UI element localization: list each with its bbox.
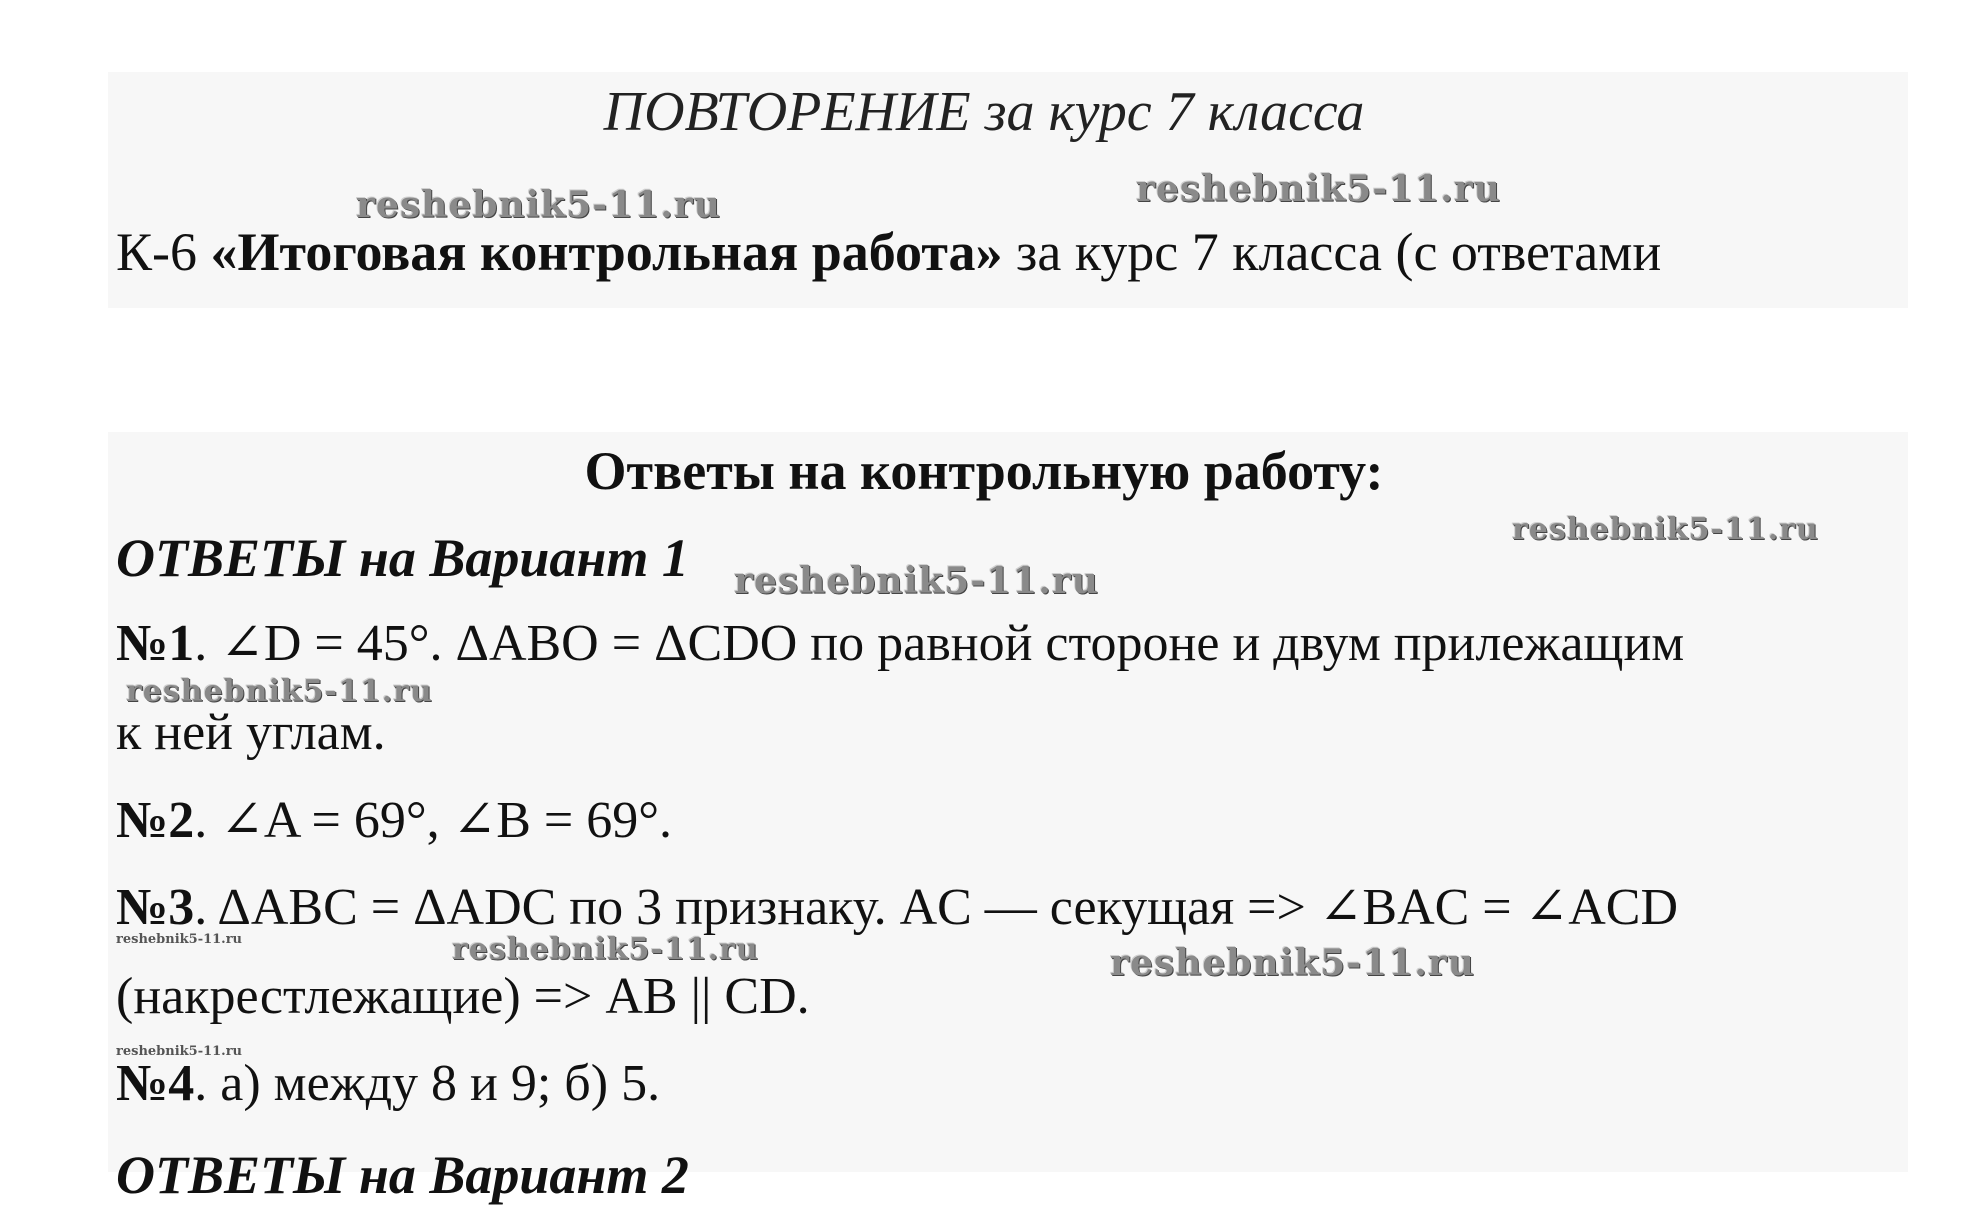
answer-number: №1 [116, 615, 195, 672]
heading-prefix: К-6 [116, 222, 211, 282]
heading-suffix: за курс 7 класса (с ответами [1002, 222, 1662, 282]
heading-bold: «Итоговая контрольная работа» [210, 222, 1003, 282]
answer-3-continuation: (накрестлежащие) => AB || CD. [116, 968, 810, 1025]
watermark-logo: reshebnik5-11.ru [126, 674, 433, 709]
answer-number: №2 [116, 792, 195, 849]
answer-text: . ΔABC = ΔADC по 3 признаку. AC — секущая => ∠BAC = ∠ACD [194, 879, 1678, 936]
answer-3 [116, 877, 1678, 937]
watermark-logo: reshebnik5-11.ru [1110, 942, 1475, 984]
watermark-logo: reshebnik5-11.ru [356, 184, 721, 226]
watermark-logo: reshebnik5-11.ru [734, 560, 1099, 602]
answer-text: . а) между 8 и 9; б) 5. [194, 1055, 661, 1112]
watermark-logo: reshebnik5-11.ru [1136, 168, 1501, 210]
page-heading [116, 221, 1661, 283]
answer-1-continuation: к ней углам. [116, 704, 386, 761]
page-subtitle: ПОВТОРЕНИЕ за курс 7 класса [603, 81, 1365, 143]
watermark-logo: reshebnik5-11.ru [452, 932, 759, 967]
answer-4 [116, 1054, 660, 1113]
answer-text: . ∠A = 69°, ∠B = 69°. [194, 792, 673, 849]
variant-1-title: ОТВЕТЫ на Вариант 1 [116, 528, 689, 588]
watermark-logo: reshebnik5-11.ru [116, 932, 243, 947]
answer-number: №3 [116, 879, 195, 936]
variant-2-title: ОТВЕТЫ на Вариант 2 [116, 1145, 689, 1205]
answer-1 [116, 613, 1684, 673]
answers-title: Ответы на контрольную работу: [584, 441, 1384, 501]
answer-2 [116, 790, 672, 850]
answer-text: . ∠D = 45°. ΔABO = ΔCDO по равной стороне и двум прилежащим [194, 615, 1685, 672]
answer-number: №4 [116, 1055, 195, 1112]
watermark-logo: reshebnik5-11.ru [116, 1044, 243, 1059]
watermark-logo: reshebnik5-11.ru [1512, 512, 1819, 547]
